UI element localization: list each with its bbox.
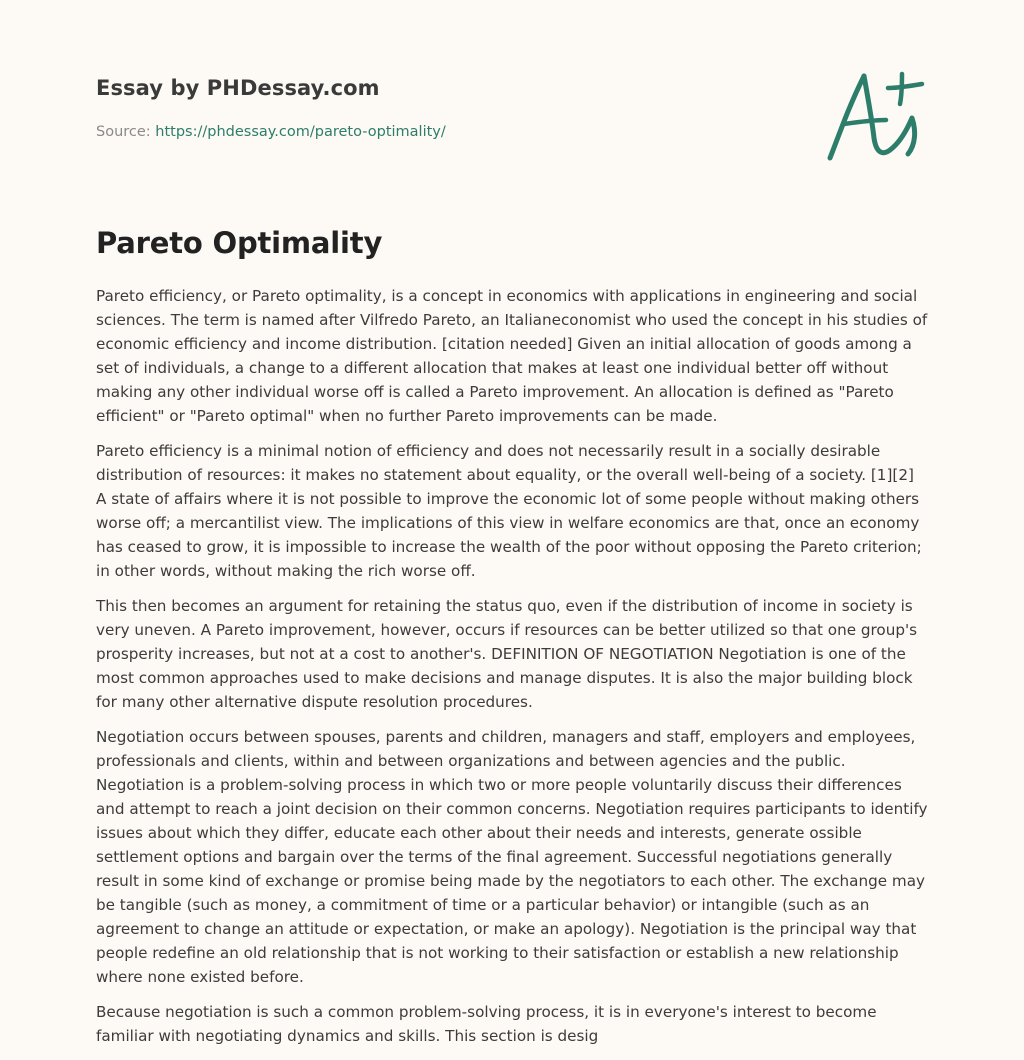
essay-paragraph: Negotiation occurs between spouses, parents and children, managers and staff, employers and employees, professionals and clients, within and between organizations and between agencies and the public. Negotiation is a problem-solving process in which two or more people voluntarily discuss their differences and attempt to reach a joint decision on their common concerns. Negotiation requires participants to identify issues about which they differ, educate each other about their needs and interests, generate ossible settlement options and bargain over the terms of the final agreement. Successful negotiations generally result in some kind of exchange or promise being made by the negotiators to each other. The exchange may be tangible (such as money, a commitment of time or a particular behavior) or intangible (such as an agreement to change an attitude or expectation, or make an apology). Negotiation is the principal way that people redefine an old relationship that is not working to their satisfaction or establish a new relationship where none existed before. [96, 728, 928, 986]
a-plus-logo-icon [824, 68, 928, 164]
source-link[interactable]: https://phdessay.com/pareto-optimality/ [155, 124, 446, 140]
essay-paragraph: Pareto efficiency, or Pareto optimality, is a concept in economics with applications in engineering and social sciences. The term is named after Vilfredo Pareto, an Italianeconomist who used the concept in his studies of economic efficiency and income distribution. [citation needed] Given an initial allocation of goods among a set of individuals, a change to a different allocation that makes at least one individual better off without making any other individual worse off is called a Pareto improvement. An allocation is defined as "Pareto efficient" or "Pareto optimal" when no further Pareto improvements can be made. [96, 287, 928, 425]
site-title: Essay by PHDessay.com [96, 76, 380, 100]
essay-paragraph: Because negotiation is such a common problem-solving process, it is in everyone's interest to become familiar with negotiating dynamics and skills. This section is desig [96, 1003, 877, 1045]
page-header [96, 74, 928, 184]
essay-page [96, 0, 928, 1060]
essay-body [96, 284, 928, 1059]
essay-title: Pareto Optimality [96, 226, 383, 260]
source-label: Source: [96, 124, 156, 140]
source-line [96, 124, 446, 140]
essay-paragraph: Pareto efficiency is a minimal notion of efficiency and does not necessarily result in a socially desirable distribution of resources: it makes no statement about equality, or the overall well-being of a society. [1][2] A state of affairs where it is not possible to improve the economic lot of some people without making others worse off; a mercantilist view. The implications of this view in welfare economics are that, once an economy has ceased to grow, it is impossible to increase the wealth of the poor without opposing the Pareto criterion; in other words, without making the rich worse off. [96, 442, 922, 580]
essay-paragraph: This then becomes an argument for retaining the status quo, even if the distribution of income in society is very uneven. A Pareto improvement, however, occurs if resources can be better utilized so that one group's prosperity increases, but not at a cost to another's. DEFINITION OF NEGOTIATION Negotiation is one of the most common approaches used to make decisions and manage disputes. It is also the major building block for many other alternative dispute resolution procedures. [96, 597, 918, 711]
